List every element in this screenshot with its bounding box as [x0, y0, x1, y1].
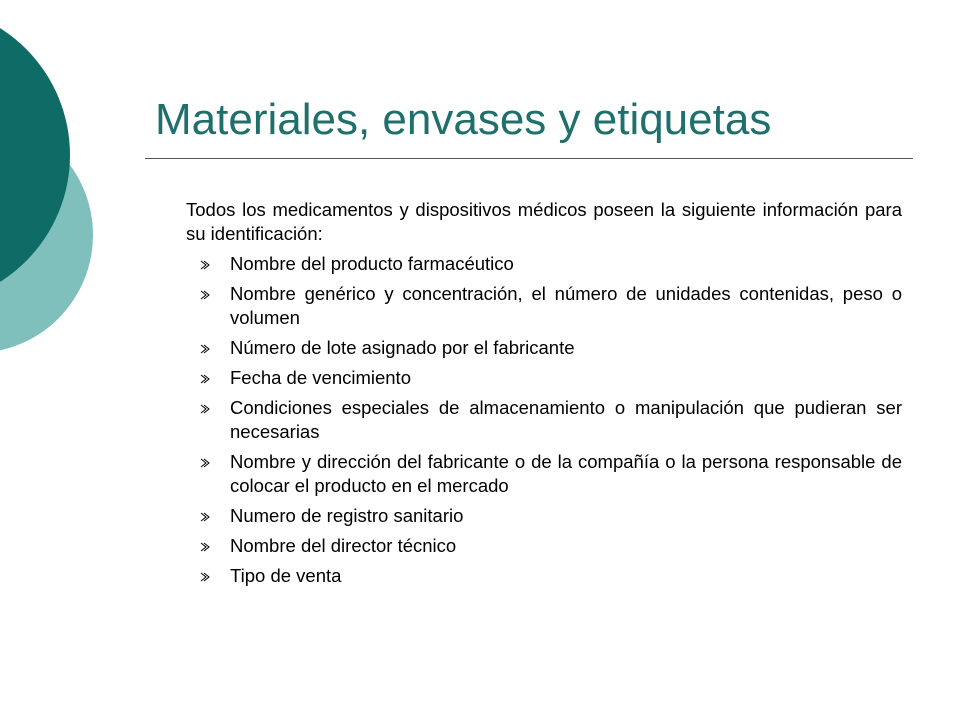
list-item	[186, 252, 902, 276]
slide-content	[186, 198, 902, 588]
list-item	[186, 282, 902, 330]
intro-paragraph: Todos los medicamentos y dispositivos médicos poseen la siguiente información para su identificación:	[186, 199, 902, 244]
list-item	[186, 450, 902, 498]
chevron-arrow-icon	[200, 572, 210, 582]
chevron-arrow-icon	[200, 260, 210, 270]
chevron-arrow-icon	[200, 542, 210, 552]
chevron-arrow-icon	[200, 374, 210, 384]
bullet-list	[186, 252, 902, 588]
list-item	[186, 336, 902, 360]
list-item	[186, 366, 902, 390]
chevron-arrow-icon	[200, 458, 210, 468]
list-item	[186, 396, 902, 444]
bullet-text: Numero de registro sanitario	[230, 505, 464, 526]
chevron-arrow-icon	[200, 404, 210, 414]
bullet-text: Nombre del producto farmacéutico	[230, 253, 514, 274]
bullet-text: Tipo de venta	[230, 565, 342, 586]
chevron-arrow-icon	[200, 344, 210, 354]
slide-title: Materiales, envases y etiquetas	[155, 95, 772, 144]
list-item	[186, 504, 902, 528]
list-item	[186, 534, 902, 558]
bullet-text: Condiciones especiales de almacenamiento o manipulación que pudieran ser necesarias	[230, 397, 902, 442]
bullet-text: Nombre genérico y concentración, el número de unidades contenidas, peso o volumen	[230, 283, 902, 328]
bullet-text: Nombre del director técnico	[230, 535, 457, 556]
chevron-arrow-icon	[200, 290, 210, 300]
list-item	[186, 564, 902, 588]
title-divider	[145, 158, 913, 159]
bullet-text: Nombre y dirección del fabricante o de la compañía o la persona responsable de colocar el producto en el mercado	[230, 451, 902, 496]
chevron-arrow-icon	[200, 512, 210, 522]
bullet-text: Número de lote asignado por el fabricante	[230, 337, 575, 358]
bullet-text: Fecha de vencimiento	[230, 367, 411, 388]
